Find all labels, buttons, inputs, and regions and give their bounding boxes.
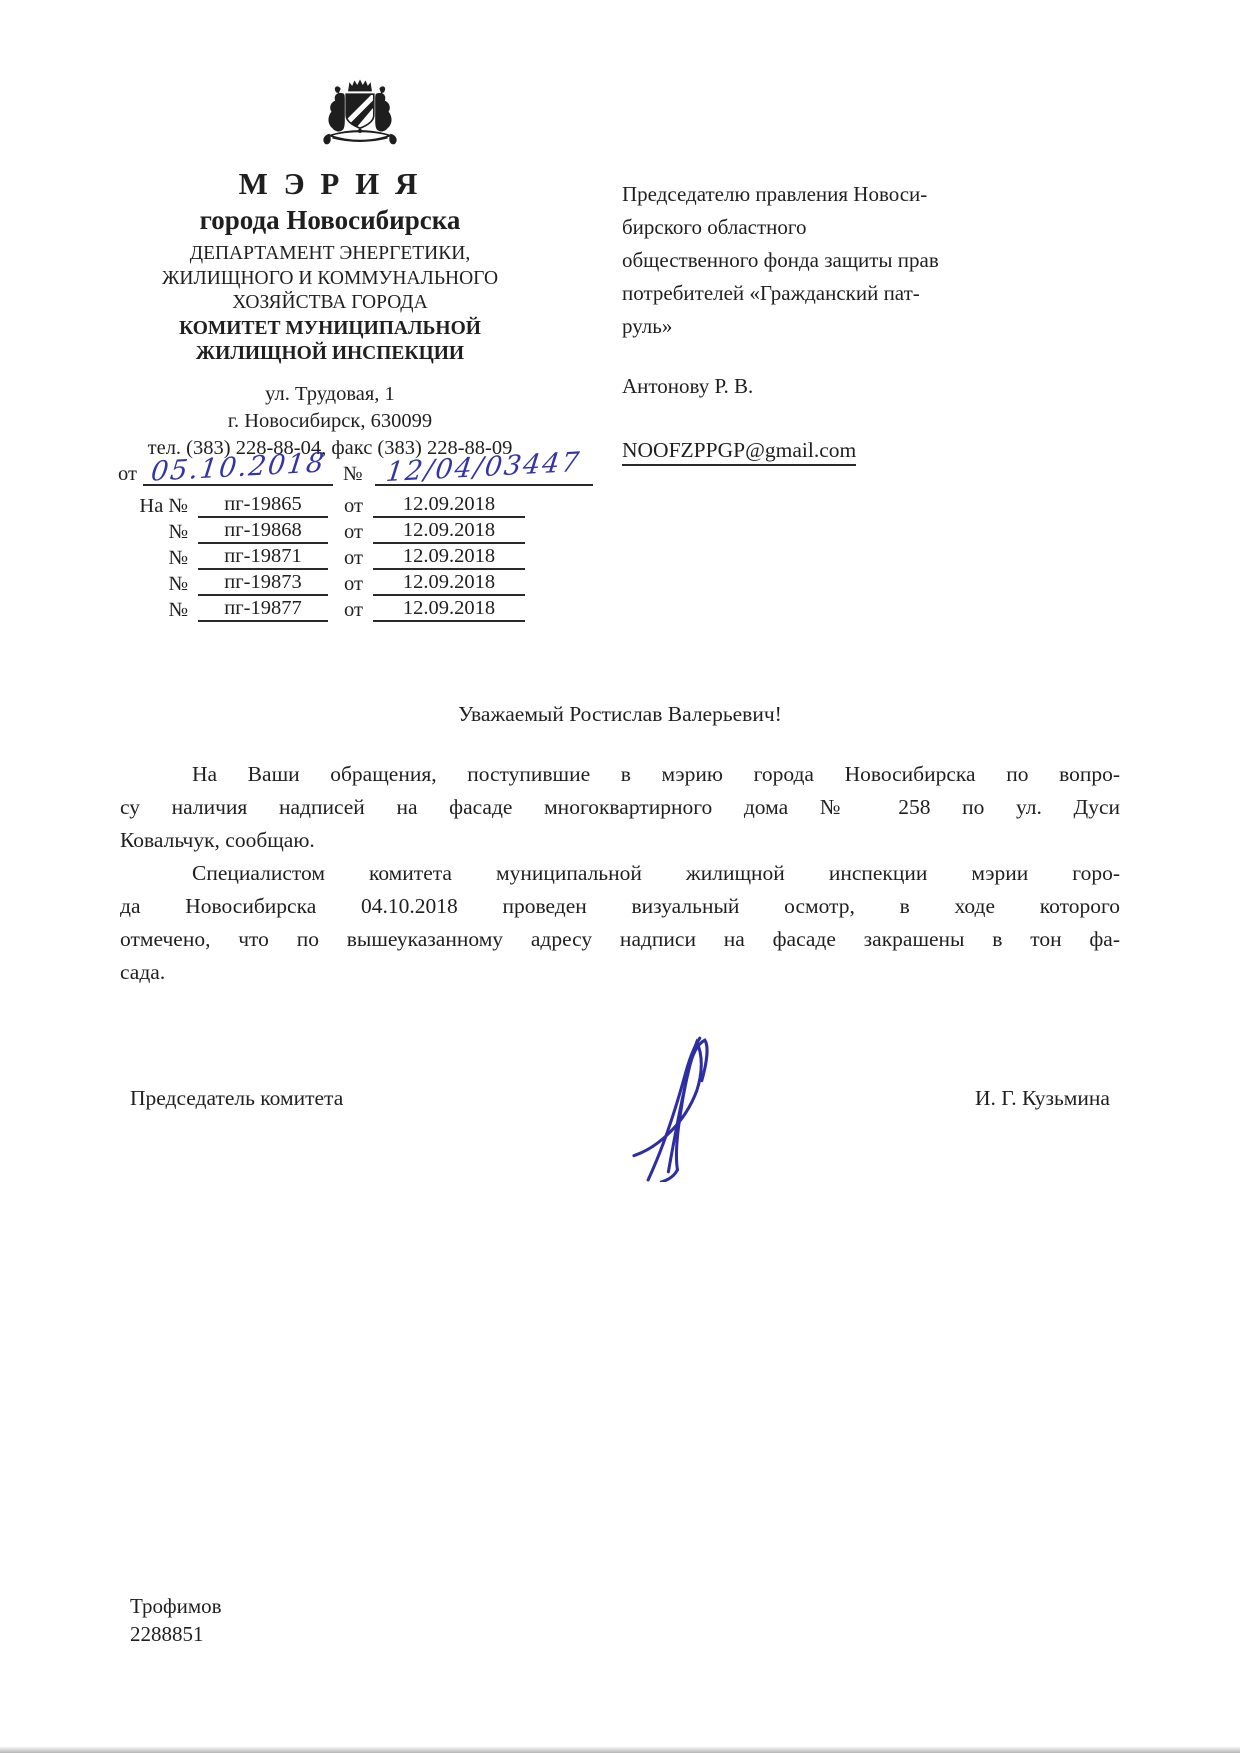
reference-date: 12.09.2018 [373,519,525,544]
reference-number: пг-19868 [198,519,328,544]
reference-number: пг-19873 [198,571,328,596]
reference-date: 12.09.2018 [373,571,525,596]
handwritten-signature [612,1030,747,1182]
incoming-references [118,492,525,622]
scan-edge-shadow [0,1746,1240,1753]
reference-from-label: от [344,547,363,569]
handwritten-number: 12/04/03447 [384,446,583,489]
recipient-line: руль» [622,314,673,338]
reference-row [118,492,525,518]
letter-body [120,758,1120,989]
outgoing-number-field [375,446,593,489]
recipient-line: общественного фонда защиты прав [622,248,939,272]
reference-label: № [168,599,188,621]
department-name [100,242,560,316]
reference-row [118,570,525,596]
executor-name: Трофимов [130,1594,222,1618]
outgoing-date-label: от [118,463,137,485]
body-line: сада. [120,960,166,984]
outgoing-date-field [143,447,333,488]
body-line: На Ваши обращения, поступившие в мэрию города Новосибирска по вопро- [192,762,1120,786]
executor-phone: 2288851 [130,1622,204,1646]
recipient-name: Антонову Р. В. [622,374,754,398]
recipient-block [622,178,1102,343]
phone-fax: тел. (383) 228-88-04, факс (383) 228-88-09 [147,436,513,459]
reference-from-label: от [344,599,363,621]
signer-name: И. Г. Кузьмина [975,1086,1110,1110]
body-line: да Новосибирска 04.10.2018 проведен визуальный осмотр, в ходе которого [120,894,1120,918]
recipient-line: бирского областного [622,215,807,239]
reference-from-label: от [344,573,363,595]
recipient-line: потребителей «Гражданский пат- [622,281,920,305]
committee-name [100,316,560,366]
outgoing-number-label: № [342,463,363,485]
reference-label: № [168,547,188,569]
reference-date: 12.09.2018 [373,545,525,570]
body-line: су наличия надписей на фасаде многоквартирного дома № 258 по ул. Дуси [120,795,1120,819]
letterhead [100,166,560,462]
reference-row [118,596,525,622]
body-line: отмечено, что по вышеуказанному адресу надписи на фасаде закрашены в тон фа- [120,927,1120,951]
committee-line: ЖИЛИЩНОЙ ИНСПЕКЦИИ [195,342,465,364]
org-title: М Э Р И Я [238,166,422,201]
recipient-line: Председателю правления Новоси- [622,182,928,206]
executor-block [130,1592,222,1648]
body-line: Специалистом комитета муниципальной жилищной инспекции мэрии горо- [192,861,1120,885]
reference-label: На № [139,495,188,517]
body-line: Ковальчук, сообщаю. [120,828,315,852]
mural-crown-icon [348,79,372,91]
city-postcode: г. Новосибирск, 630099 [227,409,433,432]
reference-date: 12.09.2018 [373,597,525,622]
department-line: ХОЗЯЙСТВА ГОРОДА [232,292,428,313]
department-line: ДЕПАРТАМЕНТ ЭНЕРГЕТИКИ, [189,243,471,264]
org-subtitle: города Новосибирска [199,205,461,235]
reference-from-label: от [344,521,363,543]
handwritten-date: 05.10.2018 [148,447,328,488]
signer-position-title: Председатель комитета [130,1086,344,1110]
department-line: ЖИЛИЩНОГО И КОММУНАЛЬНОГО [161,267,499,289]
reference-label: № [168,521,188,543]
reference-from-label: от [344,495,363,517]
committee-line: КОМИТЕТ МУНИЦИПАЛЬНОЙ [179,317,481,339]
street-address: ул. Трудовая, 1 [265,382,395,405]
reference-number: пг-19871 [198,545,328,570]
reference-date: 12.09.2018 [373,493,525,518]
reference-label: № [168,573,188,595]
reference-row [118,544,525,570]
greeting-line: Уважаемый Ростислав Валерьевич! [458,702,782,726]
reference-number: пг-19865 [198,493,328,518]
recipient-email: NOOFZPPGP@gmail.com [622,438,856,466]
reference-row [118,518,525,544]
reference-number: пг-19877 [198,597,328,622]
novosibirsk-coat-of-arms-icon [314,72,406,166]
